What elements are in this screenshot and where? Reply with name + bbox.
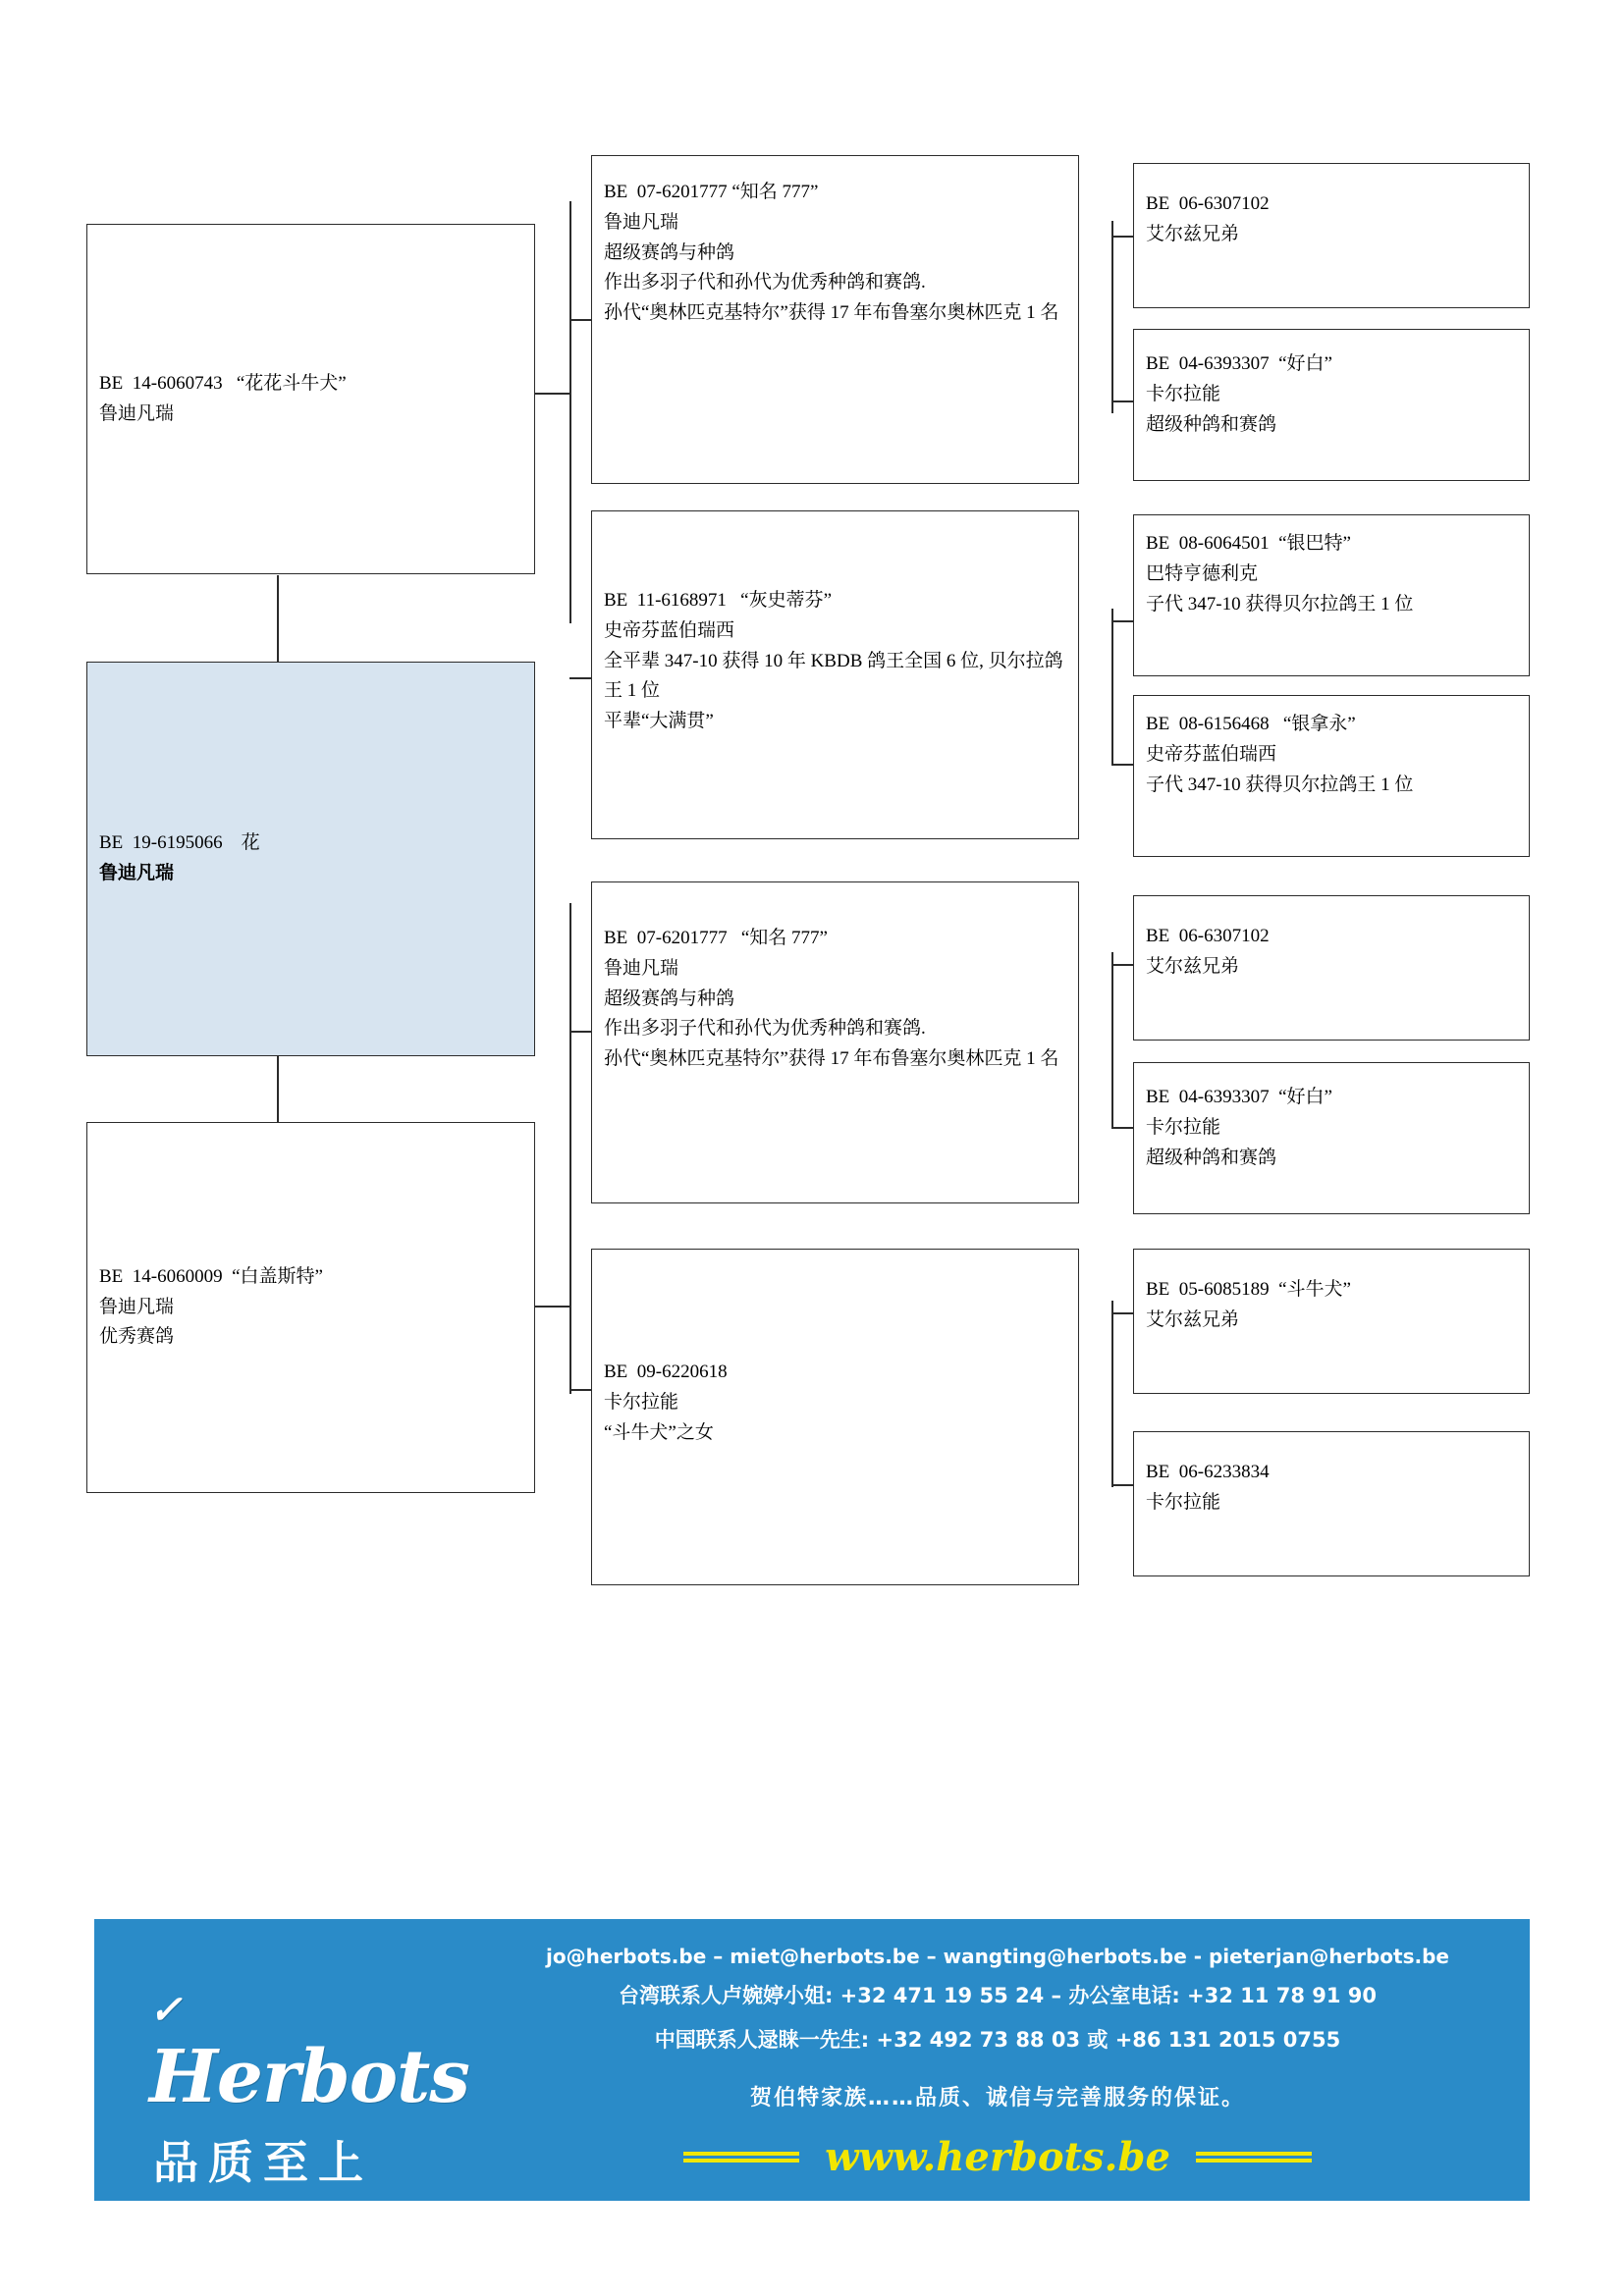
dam-detail-2: 优秀赛鸽: [99, 1326, 175, 1348]
gen3-1-detail-1: 艾尔兹兄弟: [1146, 223, 1240, 244]
sire-detail-1: 鲁迪凡瑞: [99, 402, 175, 424]
pedigree-box-subject: [86, 662, 535, 1056]
footer-url-row: [487, 2127, 1508, 2186]
decorative-dash-right: [1196, 2152, 1312, 2163]
connector-sire-stub: [535, 393, 570, 395]
connector-dam-branch-h-bottom: [569, 1389, 591, 1391]
connector-dam-branch-h-top: [569, 1031, 591, 1033]
pedigree-box-dam: [86, 1122, 535, 1493]
pedigree-box-gen2-3: [591, 881, 1079, 1203]
pedigree-box-gen3-6: [1133, 1062, 1530, 1214]
pedigree-box-gen2-1: [591, 155, 1079, 484]
connector-dam-stub: [535, 1306, 570, 1308]
connector-g2c-h-bottom: [1111, 1127, 1133, 1129]
pedigree-box-sire: [86, 224, 535, 574]
connector-sire-branch-h-bottom: [569, 677, 591, 679]
pedigree-box-gen3-2: [1133, 329, 1530, 481]
connector-subject-sire: [277, 575, 279, 673]
gen3-1-ring: BE 06-6307102: [1146, 193, 1270, 214]
gen2-3-detail-1: 鲁迪凡瑞: [604, 957, 679, 979]
pedigree-box-gen3-4: [1133, 695, 1530, 857]
pedigree-box-gen3-3: [1133, 514, 1530, 676]
gen2-2-detail-3: 平辈“大满贯”: [604, 711, 714, 732]
pedigree-box-gen2-2: [591, 510, 1079, 839]
logo-brand-text: Herbots: [149, 2035, 469, 2119]
gen3-7-ring: BE 05-6085189 “斗牛犬”: [1146, 1279, 1351, 1300]
gen3-2-ring: BE 04-6393307 “好白”: [1146, 353, 1332, 374]
gen3-6-detail-2: 超级种鸽和赛鸽: [1146, 1147, 1277, 1168]
connector-subject-dam: [277, 1055, 279, 1122]
gen2-1-detail-4: 孙代“奥林匹克基特尔”获得 17 年布鲁塞尔奥林匹克 1 名: [604, 302, 1059, 324]
gen2-2-detail-1: 史帝芬蓝伯瑞西: [604, 619, 735, 641]
gen3-3-ring: BE 08-6064501 “银巴特”: [1146, 533, 1351, 554]
connector-g2b-h-bottom: [1111, 764, 1133, 766]
connector-g2a-h-bottom: [1111, 400, 1133, 402]
connector-sire-branch-v: [569, 201, 571, 623]
gen2-1-detail-2: 超级赛鸽与种鸽: [604, 241, 735, 263]
gen3-6-ring: BE 04-6393307 “好白”: [1146, 1087, 1332, 1107]
gen3-5-ring: BE 06-6307102: [1146, 926, 1270, 946]
connector-g2a-h-top: [1111, 236, 1133, 238]
gen3-4-detail-1: 史帝芬蓝伯瑞西: [1146, 743, 1277, 765]
gen3-2-detail-2: 超级种鸽和赛鸽: [1146, 413, 1277, 435]
connector-g2c-v: [1111, 952, 1113, 1129]
dam-ring: BE 14-6060009 “白盖斯特”: [99, 1265, 323, 1287]
pedigree-box-gen3-5: [1133, 895, 1530, 1041]
connector-sire-branch-h-top: [569, 319, 591, 321]
footer-emails[interactable]: jo@herbots.be – miet@herbots.be – wangting@herbots.be - pieterjan@herbots.be: [546, 1945, 1449, 1968]
pedigree-box-gen2-4: [591, 1249, 1079, 1585]
connector-g2d-h-top: [1111, 1312, 1133, 1314]
pedigree-box-gen3-1: [1133, 163, 1530, 308]
gen3-2-detail-1: 卡尔拉能: [1146, 383, 1221, 404]
footer-contact-block: [487, 1937, 1508, 2111]
footer-contact-china: 中国联系人逯睐一先生: +32 492 73 88 03 或 +86 131 2015 0755: [654, 2027, 1341, 2052]
gen2-1-ring: BE 07-6201777 “知名 777”: [604, 182, 819, 202]
gen2-3-detail-2: 超级赛鸽与种鸽: [604, 988, 735, 1009]
gen3-4-ring: BE 08-6156468 “银拿永”: [1146, 714, 1356, 734]
connector-dam-branch-v: [569, 903, 571, 1394]
subject-ring: BE 19-6195066 花: [99, 832, 260, 854]
gen3-3-detail-1: 巴特亨德利克: [1146, 562, 1259, 584]
gen3-5-detail-1: 艾尔兹兄弟: [1146, 955, 1240, 977]
connector-g2b-h-top: [1111, 620, 1133, 622]
gen3-8-ring: BE 06-6233834: [1146, 1462, 1270, 1482]
gen2-2-detail-2: 全平辈 347-10 获得 10 年 KBDB 鸽王全国 6 位, 贝尔拉鸽王 1 位: [604, 650, 1063, 702]
pedigree-box-gen3-8: [1133, 1431, 1530, 1576]
connector-g2d-h-bottom: [1111, 1484, 1133, 1486]
footer-contact-taiwan: 台湾联系人卢婉婷小姐: +32 471 19 55 24 – 办公室电话: +32 11 78 91 90: [618, 1984, 1378, 2007]
pedigree-box-gen3-7: [1133, 1249, 1530, 1394]
gen3-3-detail-2: 子代 347-10 获得贝尔拉鸽王 1 位: [1146, 593, 1414, 614]
gen2-3-ring: BE 07-6201777 “知名 777”: [604, 928, 828, 948]
logo-slogan: 品质至上: [153, 2136, 373, 2189]
connector-g2c-h-top: [1111, 964, 1133, 966]
gen3-8-detail-1: 卡尔拉能: [1146, 1491, 1221, 1513]
connector-g2d-v: [1111, 1301, 1113, 1487]
gen3-7-detail-1: 艾尔兹兄弟: [1146, 1308, 1240, 1330]
footer-motto: 贺伯特家族……品质、诚信与完善服务的保证。: [749, 2086, 1245, 2111]
gen2-3-detail-3: 作出多羽子代和孙代为优秀种鸽和赛鸽.: [604, 1018, 926, 1040]
subject-owner: 鲁迪凡瑞: [99, 863, 175, 883]
sire-ring: BE 14-6060743 “花花斗牛犬”: [99, 372, 347, 394]
footer-website-link[interactable]: www.herbots.be: [825, 2133, 1170, 2180]
gen3-6-detail-1: 卡尔拉能: [1146, 1116, 1221, 1138]
gen2-4-detail-1: 卡尔拉能: [604, 1391, 679, 1413]
gen2-4-ring: BE 09-6220618: [604, 1362, 728, 1382]
gen3-4-detail-2: 子代 347-10 获得贝尔拉鸽王 1 位: [1146, 774, 1414, 795]
gen2-2-ring: BE 11-6168971 “灰史蒂芬”: [604, 590, 833, 611]
dam-detail-1: 鲁迪凡瑞: [99, 1296, 175, 1317]
gen2-1-detail-1: 鲁迪凡瑞: [604, 211, 679, 233]
herbots-logo: [116, 1941, 479, 2189]
decorative-dash-left: [683, 2152, 799, 2163]
connector-g2b-v: [1111, 609, 1113, 766]
gen2-3-detail-4: 孙代“奥林匹克基特尔”获得 17 年布鲁塞尔奥林匹克 1 名: [604, 1048, 1059, 1070]
gen2-4-detail-2: “斗牛犬”之女: [604, 1421, 714, 1443]
connector-g2a-v: [1111, 221, 1113, 413]
feather-icon: ✓: [149, 1987, 182, 2033]
gen2-1-detail-3: 作出多羽子代和孙代为优秀种鸽和赛鸽.: [604, 272, 926, 294]
footer-banner: [94, 1919, 1530, 2201]
